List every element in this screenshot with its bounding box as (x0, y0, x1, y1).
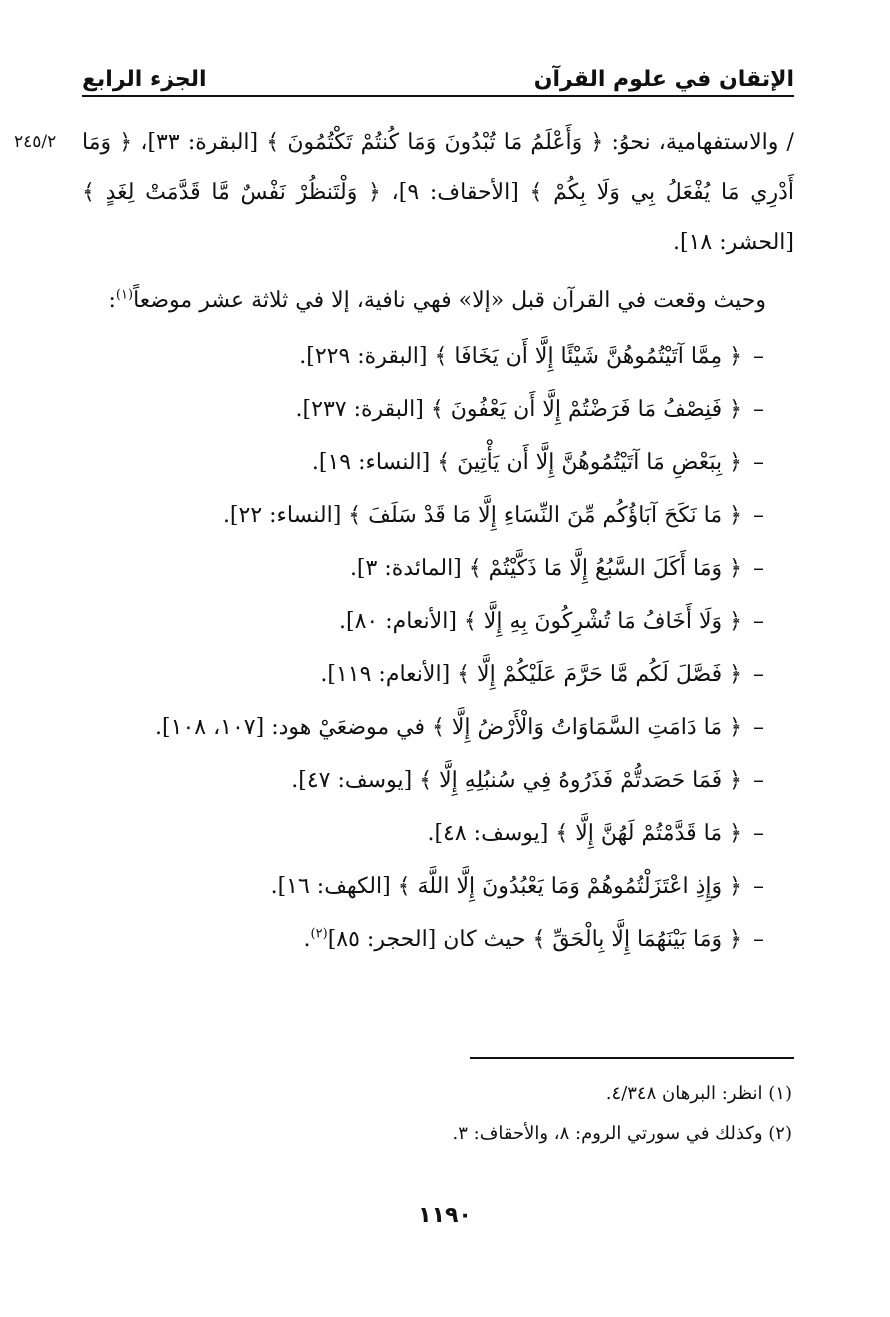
verse: ﴿ وَلْتَنظُرْ نَفْسٌ مَّا قَدَّمَتْ لِغَدٍ ﴾ (82, 180, 381, 205)
verse-reference: [البقرة: ٣٣]، (140, 130, 259, 155)
footnote: (٢) وكذلك في سورتي الروم: ٨، والأحقاف: ٣. (452, 1123, 792, 1144)
verse: ﴿ مَا قَدَّمْتُمْ لَهُنَّ إِلَّا ﴾ (555, 821, 742, 846)
list-item: –﴿ مَا دَامَتِ السَّمَاوَاتُ وَالْأَرْضُ إِلَّا ﴾ في موضعَيْ هود: [١٠٧، ١٠٨]. (155, 715, 764, 740)
verse-reference: [المائدة: ٣]. (349, 556, 462, 581)
margin-reference: ٢٤٥/٢ (14, 132, 57, 152)
verse-reference: [يوسف: ٤٨]. (427, 821, 549, 846)
verse: ﴿ فَمَا حَصَدتُّمْ فَذَرُوهُ فِي سُنبُلِهِ إِلَّا ﴾ (419, 768, 742, 793)
list-item: –﴿ مِمَّا آتَيْتُمُوهُنَّ شَيْئًا إِلَّا أَن يَخَافَا ﴾ [البقرة: ٢٢٩]. (299, 344, 764, 369)
list-item: –﴿ مَا نَكَحَ آبَاؤُكُم مِّنَ النِّسَاءِ إِلَّا مَا قَدْ سَلَفَ ﴾ [النساء: ٢٢]. (222, 503, 764, 528)
footnote-rule (470, 1057, 794, 1059)
footnote: (١) انظر: البرهان ٤/٣٤٨. (605, 1083, 792, 1104)
verse: ﴿ مِمَّا آتَيْتُمُوهُنَّ شَيْئًا إِلَّا أَن يَخَافَا ﴾ (434, 344, 742, 369)
footnotes (82, 1074, 792, 1154)
verse-reference: [الأنعام: ١١٩]. (320, 662, 451, 687)
verse: ﴿ مَا نَكَحَ آبَاؤُكُم مِّنَ النِّسَاءِ إِلَّا مَا قَدْ سَلَفَ ﴾ (348, 503, 742, 528)
verse: ﴿ وَمَا أَكَلَ السَّبُعُ إِلَّا مَا ذَكَّيْتُمْ ﴾ (468, 556, 742, 581)
part-label: الجزء الرابع (82, 67, 207, 92)
list-item: –﴿ فَنِصْفُ مَا فَرَضْتُمْ إِلَّا أَن يَعْفُونَ ﴾ [البقرة: ٢٣٧]. (295, 397, 764, 422)
verse: ﴿ وَلَا أَخَافُ مَا تُشْرِكُونَ بِهِ إِلَّا ﴾ (463, 609, 742, 634)
footnote-marker: (٢) (310, 926, 328, 942)
verse: ﴿ فَصَّلَ لَكُم مَّا حَرَّمَ عَلَيْكُمْ إِلَّا ﴾ (457, 662, 742, 687)
book-title: الإتقان في علوم القرآن (533, 67, 794, 92)
list-item: –﴿ فَمَا حَصَدتُّمْ فَذَرُوهُ فِي سُنبُلِهِ إِلَّا ﴾ [يوسف: ٤٧]. (291, 768, 764, 793)
verse: ﴿ وَأَعْلَمُ مَا تُبْدُونَ وَمَا كُنتُمْ تَكْتُمُونَ ﴾ (266, 130, 604, 155)
verse-reference: [الحشر: ١٨]. (673, 230, 794, 255)
verse-reference: [النساء: ١٩]. (311, 450, 431, 475)
running-header (82, 52, 794, 92)
verse-reference: [الأنعام: ٨٠]. (338, 609, 457, 634)
list-item: –﴿ وَمَا أَكَلَ السَّبُعُ إِلَّا مَا ذَكَّيْتُمْ ﴾ [المائدة: ٣]. (349, 556, 764, 581)
verse-reference: [الأحقاف: ٩]، (391, 180, 519, 205)
verse-reference: في موضعَيْ هود: [١٠٧، ١٠٨]. (155, 715, 425, 740)
verse-reference: [يوسف: ٤٧]. (291, 768, 413, 793)
list-item: –﴿ وَلَا أَخَافُ مَا تُشْرِكُونَ بِهِ إِلَّا ﴾ [الأنعام: ٨٠]. (338, 609, 764, 634)
verse: ﴿ بِبَعْضِ مَا آتَيْتُمُوهُنَّ إِلَّا أَن يَأْتِينَ ﴾ (437, 450, 742, 475)
list-item: –﴿ وَإِذِ اعْتَزَلْتُمُوهُمْ وَمَا يَعْبُدُونَ إِلَّا اللَّهَ ﴾ [الكهف: ١٦]. (270, 874, 764, 899)
list-item: –﴿ وَمَا بَيْنَهُمَا إِلَّا بِالْحَقِّ ﴾ حيث كان [الحجر: ٨٥]$^{(٢)}$. (303, 926, 764, 952)
list-item: –﴿ بِبَعْضِ مَا آتَيْتُمُوهُنَّ إِلَّا أَن يَأْتِينَ ﴾ [النساء: ١٩]. (311, 450, 764, 475)
verse: ﴿ فَنِصْفُ مَا فَرَضْتُمْ إِلَّا أَن يَعْفُونَ ﴾ (430, 397, 742, 422)
list-item: –﴿ فَصَّلَ لَكُم مَّا حَرَّمَ عَلَيْكُمْ إِلَّا ﴾ [الأنعام: ١١٩]. (320, 662, 764, 687)
verse-reference: [البقرة: ٢٢٩]. (299, 344, 428, 369)
verse: ﴿ وَإِذِ اعْتَزَلْتُمُوهُمْ وَمَا يَعْبُدُونَ إِلَّا اللَّهَ ﴾ (397, 874, 742, 899)
header-rule (82, 95, 794, 97)
list-item: –﴿ مَا قَدَّمْتُمْ لَهُنَّ إِلَّا ﴾ [يوسف: ٤٨]. (427, 821, 764, 846)
page-number: ١١٩٠ (418, 1203, 472, 1228)
verse: ﴿ وَمَا أَدْرِي مَا يُفْعَلُ بِي وَلَا بِكُمْ ﴾ (82, 130, 794, 205)
verse: ﴿ وَمَا بَيْنَهُمَا إِلَّا بِالْحَقِّ ﴾ (532, 927, 742, 952)
intro-paragraph: / والاستفهامية، نحوُ: ﴿ وَأَعْلَمُ مَا تُبْدُونَ وَمَا كُنتُمْ تَكْتُمُونَ ﴾ [البقرة: ٣٣]، ﴿ وَمَا أَدْرِي مَا يُفْعَلُ بِي وَلَا بِكُمْ ﴾ [الأحقاف: ٩]، ﴿ وَلْتَنظُرْ نَفْسٌ مَّا قَدَّمَتْ لِغَدٍ ﴾ [الحشر: ١٨]. (82, 130, 794, 255)
rule-paragraph: وحيث وقعت في القرآن قبل «إلا» فهي نافية، إلا في ثلاثة عشر موضعاً$^{(١)}$: (108, 287, 766, 313)
verse-reference: [النساء: ٢٢]. (222, 503, 342, 528)
verse: ﴿ مَا دَامَتِ السَّمَاوَاتُ وَالْأَرْضُ إِلَّا ﴾ (432, 715, 742, 740)
verse-reference: [الكهف: ١٦]. (270, 874, 391, 899)
verse-reference: [البقرة: ٢٣٧]. (295, 397, 424, 422)
exceptions-list (82, 330, 794, 966)
verse-reference: حيث كان [الحجر: ٨٥] (327, 927, 526, 952)
footnote-marker: (١) (115, 287, 134, 303)
body-text (82, 118, 794, 966)
